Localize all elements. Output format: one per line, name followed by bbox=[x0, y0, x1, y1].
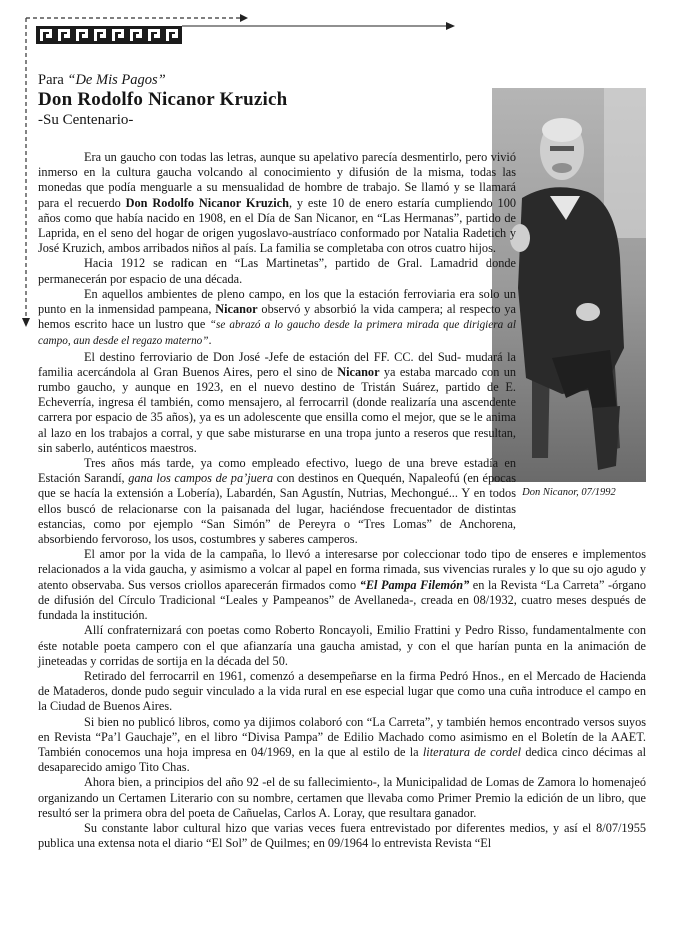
text-run: Ahora bien, a principios del año 92 -el de su fallecimiento-, la Municipalidad de Lomas de Zamora lo homenajeó organizando un Certamen Literario con su nombre, certamen que llevaba como Primer Premio la edición de un libro, que resultó ser la primera obra del poeta de Cañuelas, Carlos A. Loray, que resultara ganador. bbox=[38, 775, 646, 820]
emphasis-italic: “se abrazó a lo gaucho desde la primera mirada que dirigiera al campo, aun desde el regazo materno” bbox=[38, 319, 516, 348]
article-body bbox=[38, 150, 646, 851]
text-run: Si bien no publicó libros, como ya dijimos colaboró con “La Carreta”, y también hemos encontrado versos suyos en Revista “Pa’l Gauchaje”, en el libro “Divisa Pampa” de Edilio Machado como asimismo en el Boletín de la AAET. También conocemos una hoja impresa en 04/1969, en la que al estilo de la bbox=[38, 714, 646, 759]
article-title: Don Rodolfo Nicanor Kruzich bbox=[38, 89, 288, 110]
text-run: Retirado del ferrocarril en 1961, comenzó a desempeñarse en la firma Pedró Hnos., en el Mercado de Hacienda de Mataderos, donde pudo seguir vinculado a la vida rural en ese especial lugar que como una cuña introduce el campo en la Ciudad de Buenos Aires. bbox=[38, 668, 646, 714]
article-subtitle: -Su Centenario- bbox=[38, 112, 134, 128]
section-prefix: Para bbox=[38, 72, 68, 88]
emphasis-bold: Nicanor bbox=[215, 302, 258, 317]
article-paragraph bbox=[38, 547, 646, 623]
text-run: Tres años más tarde, ya como empleado efectivo, luego de una breve estadía en Estación Sarandí, bbox=[38, 456, 516, 486]
text-run: Hacia 1912 se radican en “Las Martinetas”, partido de Gral. Lamadrid donde permanecerán por espacio de una década. bbox=[38, 256, 516, 286]
text-run: , y este 10 de enero estaría cumpliendo 100 años como que había nacido en 1908, en el Día de San Nicanor, en “Las Hermanas”, partido de Laprida, en el seno del hogar de origen yugoslavo-austríaco conformado por Natalia Radetich y José Kruzich, ambos arribados niños al país. La familia se completaba con otros cuatro hijos. bbox=[38, 195, 516, 256]
text-run: En aquellos ambientes de pleno campo, en los que la estación ferroviaria era solo un punto en la inmensidad pampeana, bbox=[38, 286, 516, 317]
text-run: . bbox=[208, 333, 212, 348]
photo-wrap-space bbox=[516, 150, 646, 532]
text-run: Su constante labor cultural hizo que varias veces fuera entrevistado por diferentes medios, y así el 8/07/1955 publica una extensa nota el diario “El Sol” de Quilmes; en 09/1964 lo entrevista Revista “El bbox=[38, 820, 646, 851]
text-run: Allí confraternizará con poetas como Roberto Roncayoli, Emilio Frattini y Pedro Risso, fundamentalmente con éste notable poeta campero con el que afianzaría una gaucha amistad, y con el que harían punta en la animación de jineteadas y corridas de sortija en la década del 50. bbox=[38, 623, 646, 668]
emphasis-italic: gana los campos de pa’juera bbox=[128, 471, 274, 486]
article-paragraph bbox=[38, 715, 646, 776]
emphasis-italic: literatura de cordel bbox=[422, 744, 522, 759]
article-paragraph bbox=[38, 669, 646, 715]
article-paragraph bbox=[38, 775, 646, 821]
article-paragraph bbox=[38, 821, 646, 851]
emphasis-bold bbox=[360, 578, 470, 592]
text-run: observó y absorbió la vida campera; al respecto ya hemos escrito hace un lustro que bbox=[38, 302, 516, 332]
text-run: El destino ferroviario de Don José -Jefe de estación del FF. CC. del Sud- mudará la familia acercándola al Gran Buenos Aires, pero el sino de bbox=[38, 349, 516, 379]
article-paragraph bbox=[38, 623, 646, 669]
arrow-right-icon bbox=[240, 14, 248, 22]
section-label bbox=[38, 72, 488, 89]
arrow-right-icon bbox=[446, 22, 455, 30]
text-run: Era un gaucho con todas las letras, aunque su apelativo parecía desmentirlo, pero vivió inmerso en la cultura gaucha volcando al conocimiento y difusión de la misma, todas las monedas que podía menguarle a su mensualidad de hombre de trabajo. Se llamó y se llamará para el recuerdo bbox=[38, 150, 516, 210]
emphasis-bold: Don Rodolfo Nicanor Kruzich bbox=[125, 195, 289, 210]
text-run: “El Pampa Filemón” bbox=[359, 577, 470, 592]
text-run: en la Revista “La Carreta” -órgano de difusión del Círculo Tradicional “Leales y Pampeanos” de Avellaneda-, creada en 08/1932, cuatro meses después de fundada la institución. bbox=[38, 577, 646, 623]
emphasis-bold: Nicanor bbox=[337, 364, 380, 379]
photo-caption: Don Nicanor, 07/1992 bbox=[522, 487, 616, 498]
text-run: con destinos en Quequén, Napaleofú (en épocas que se hacía la extensión a Lobería), Labardén, San Agustín, Nutrias, Mechongué... Y en todos ellos buscó de relacionarse con la paisanada del lugar, haciéndose frecuentador de distintas estancias, como por ejemplo “San Simón” de Pereyra o “Tres Lomas” de Anchorena, absorbiendo fervoroso, los usos, costumbres y saberes camperos. bbox=[38, 471, 516, 547]
greek-key-band bbox=[36, 26, 182, 44]
text-run: ya estaba marcado con un rumbo gaucho, y aunque en 1923, en el nuevo destino de Tristán Suárez, partido de E. Echeverría, ingresa él también, como mensajero, al ferrocarril (donde realizaría una ascendente carrera por espacio de 35 años), ya es un adolescente que ensilla como el mejor, que se le anima al lazo en los trabajos a corral, y que sabe misturarse en una tropa junto a reseros que resultan, sin saberlo, auténticos maestros. bbox=[38, 364, 516, 455]
text-run: El amor por la vida de la campaña, lo llevó a interesarse por coleccionar todo tipo de enseres e implementos relacionados a la vida gaucha, y asimismo a volcar al papel en forma rimada, sus vivencias rurales y lo que su ojo agudo y atento observaba. Sus versos criollos aparecerán firmados como bbox=[38, 547, 646, 592]
section-name: “De Mis Pagos” bbox=[67, 72, 166, 88]
text-run: dedica cinco décimas al desaparecido amigo Tito Chas. bbox=[38, 744, 647, 775]
article-header bbox=[38, 72, 488, 129]
arrow-down-icon bbox=[22, 318, 30, 327]
